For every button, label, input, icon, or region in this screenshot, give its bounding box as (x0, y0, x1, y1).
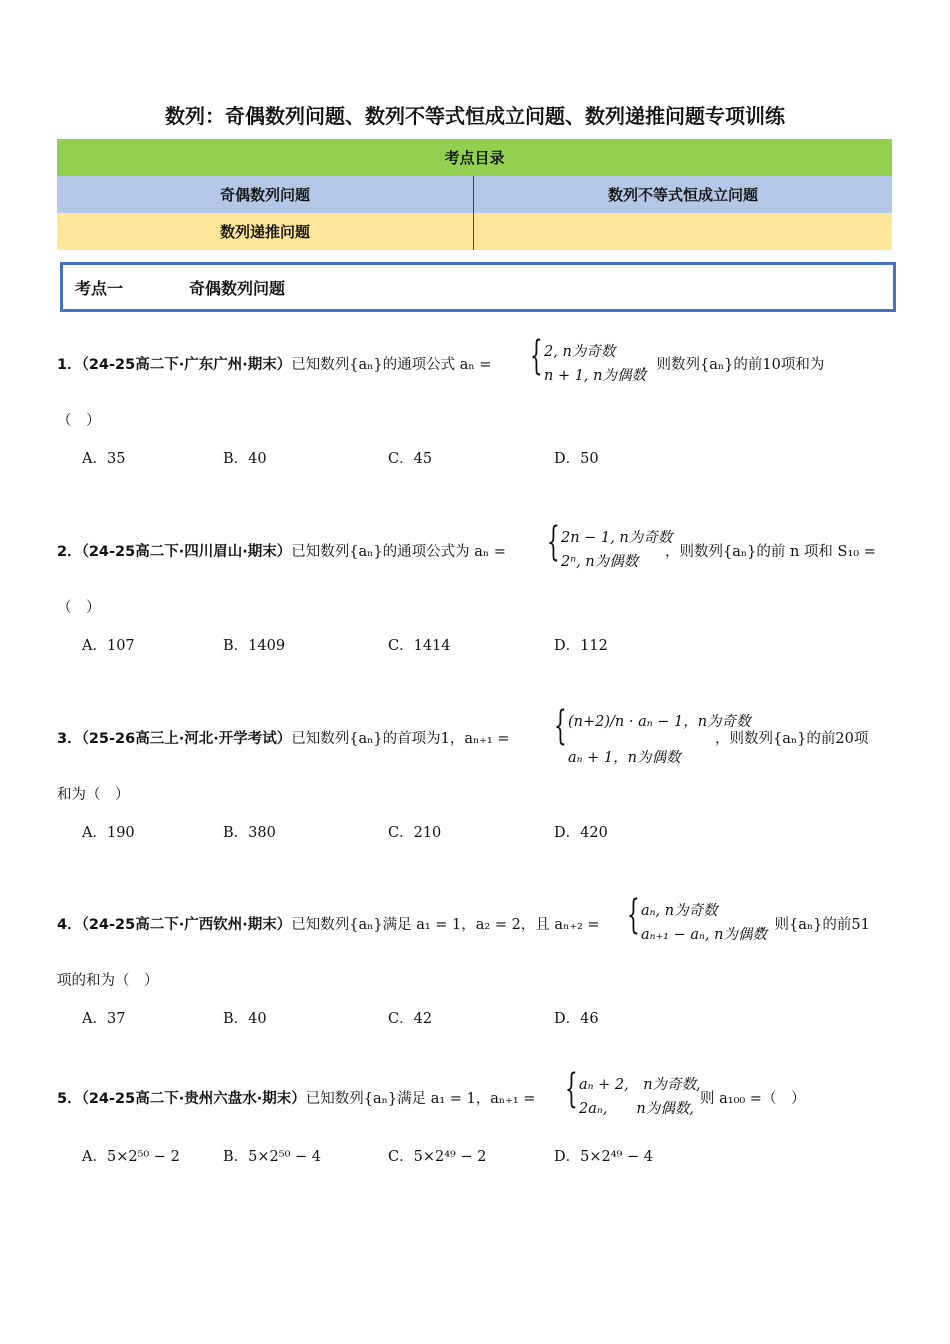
toc-item-inequality[interactable]: 数列不等式恒成立问题 (474, 176, 893, 213)
stem-part-b: ，则数列{aₙ}的前 n 项和 S₁₀ = (665, 544, 876, 560)
toc-item-recursion[interactable]: 数列递推问题 (57, 213, 474, 250)
option-b[interactable]: B．5×2⁵⁰ − 4 (223, 1149, 321, 1165)
section-name: 奇偶数列问题 (189, 279, 286, 298)
question-source: （24-25高二下·贵州六盘水·期末） (81, 1091, 306, 1107)
stem-part-b: 则 a₁₀₀ =（ ） (700, 1091, 806, 1107)
option-b[interactable]: B．40 (223, 451, 267, 467)
question-source: （24-25高二下·广西钦州·期末） (81, 917, 292, 933)
option-b[interactable]: B．1409 (223, 638, 286, 654)
option-a[interactable]: A．37 (82, 1011, 126, 1027)
stem-part-a: 已知数列{aₙ}的通项公式为 aₙ = (291, 544, 506, 560)
option-d[interactable]: D．5×2⁴⁹ − 4 (554, 1149, 653, 1165)
toc-item-odd-even[interactable]: 奇偶数列问题 (57, 176, 474, 213)
case-1: 2n − 1, n为奇数 (561, 530, 673, 546)
page-title: 数列：奇偶数列问题、数列不等式恒成立问题、数列递推问题专项训练 (165, 104, 785, 128)
stem-part-a: 已知数列{aₙ}的首项为1，aₙ₊₁ = (291, 731, 510, 747)
option-d[interactable]: D．50 (554, 451, 599, 467)
stem-part-a: 已知数列{aₙ}的通项公式 aₙ = (291, 357, 492, 373)
option-c[interactable]: C．42 (388, 1011, 433, 1027)
option-a[interactable]: A．107 (82, 638, 135, 654)
option-a[interactable]: A．35 (82, 451, 126, 467)
answer-paren: 和为（ ） (57, 787, 130, 803)
option-b[interactable]: B．380 (223, 825, 276, 841)
stem-part-b: ，则数列{aₙ}的前20项 (715, 731, 869, 747)
question-stem (57, 540, 506, 561)
toc-header: 考点目录 (57, 139, 892, 176)
question-number: 4． (57, 917, 82, 933)
question-number: 3． (57, 731, 82, 747)
case-1: 2, n为奇数 (544, 344, 616, 360)
question-source: （25-26高三上·河北·开学考试） (81, 731, 292, 747)
question-source: （24-25高二下·四川眉山·期末） (81, 544, 292, 560)
stem-part-a: 已知数列{aₙ}满足 a₁ = 1，aₙ₊₁ = (305, 1091, 536, 1107)
question-stem (57, 353, 491, 374)
answer-paren: （ ） (57, 600, 101, 616)
option-c[interactable]: C．5×2⁴⁹ − 2 (388, 1149, 487, 1165)
option-d[interactable]: D．420 (554, 825, 608, 841)
answer-paren: 项的和为（ ） (57, 973, 159, 989)
question-number: 1． (57, 357, 82, 373)
question-stem (57, 727, 509, 748)
toc-empty-cell (474, 213, 893, 250)
stem-part-b: ，则数列{aₙ}的前10项和为 (642, 357, 825, 373)
section-label: 考点一 (75, 279, 124, 298)
case-2: n + 1, n为偶数 (544, 368, 646, 384)
case-2: 2ⁿ, n为偶数 (561, 554, 639, 570)
section-header (60, 262, 896, 312)
question-stem (57, 913, 600, 934)
answer-paren: （ ） (57, 413, 101, 429)
question-source: （24-25高二下·广东广州·期末） (81, 357, 292, 373)
case-2: 2aₙ, n为偶数, (579, 1101, 694, 1117)
question-number: 2． (57, 544, 82, 560)
question-number: 5． (57, 1091, 82, 1107)
case-2: aₙ + 1，n为偶数 (568, 750, 681, 766)
case-1: aₙ, n为奇数 (641, 903, 718, 919)
option-b[interactable]: B．40 (223, 1011, 267, 1027)
option-a[interactable]: A．190 (82, 825, 135, 841)
option-d[interactable]: D．46 (554, 1011, 599, 1027)
option-d[interactable]: D．112 (554, 638, 608, 654)
option-c[interactable]: C．45 (388, 451, 433, 467)
case-2: aₙ₊₁ − aₙ, n为偶数 (641, 927, 767, 943)
question-stem (57, 1087, 535, 1108)
option-c[interactable]: C．1414 (388, 638, 451, 654)
toc-table (57, 139, 892, 250)
option-a[interactable]: A．5×2⁵⁰ − 2 (82, 1149, 180, 1165)
option-c[interactable]: C．210 (388, 825, 442, 841)
case-1: (n+2)/n · aₙ − 1，n为奇数 (568, 714, 751, 730)
stem-part-b: ，则{aₙ}的前51 (760, 917, 870, 933)
stem-part-a: 已知数列{aₙ}满足 a₁ = 1，a₂ = 2，且 aₙ₊₂ = (291, 917, 600, 933)
case-1: aₙ + 2, n为奇数, (579, 1077, 701, 1093)
